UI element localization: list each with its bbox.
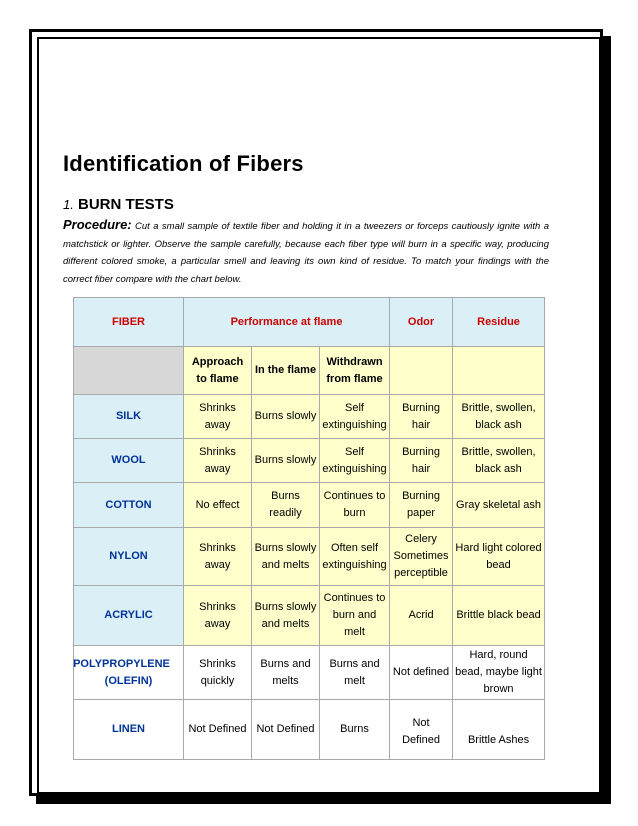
header-residue: Residue bbox=[453, 298, 545, 347]
section-heading bbox=[63, 196, 174, 213]
row-approach: Shrinks quickly bbox=[184, 646, 252, 700]
row-fiber-name: ACRYLIC bbox=[74, 586, 184, 646]
section-number: 1. bbox=[63, 197, 74, 212]
subheader-residue-blank bbox=[453, 347, 545, 395]
row-approach: Shrinks away bbox=[184, 586, 252, 646]
header-fiber: FIBER bbox=[74, 298, 184, 347]
row-residue: Brittle black bead bbox=[453, 586, 545, 646]
row-withdrawn: Continues to burn and melt bbox=[320, 586, 390, 646]
procedure-lead: Procedure: bbox=[63, 217, 132, 232]
row-odor: Celery Sometimes perceptible bbox=[390, 528, 453, 586]
row-in-flame: Burns slowly bbox=[252, 439, 320, 483]
row-approach: Not Defined bbox=[184, 700, 252, 760]
header-odor: Odor bbox=[390, 298, 453, 347]
table-row bbox=[74, 483, 545, 528]
row-approach: No effect bbox=[184, 483, 252, 528]
subheader-odor-blank bbox=[390, 347, 453, 395]
row-withdrawn: Often self extinguishing bbox=[320, 528, 390, 586]
row-odor: Burning hair bbox=[390, 395, 453, 439]
row-residue: Hard, round bead, maybe light brown bbox=[453, 646, 545, 700]
row-residue: Gray skeletal ash bbox=[453, 483, 545, 528]
table-row bbox=[74, 439, 545, 483]
row-fiber-name: LINEN bbox=[74, 700, 184, 760]
row-fiber-name: WOOL bbox=[74, 439, 184, 483]
procedure-paragraph bbox=[63, 216, 549, 288]
row-odor: Burning hair bbox=[390, 439, 453, 483]
row-residue: Hard light colored bead bbox=[453, 528, 545, 586]
document-title: Identification of Fibers bbox=[63, 151, 304, 176]
row-odor: Not defined bbox=[390, 646, 453, 700]
row-in-flame: Burns slowly and melts bbox=[252, 528, 320, 586]
row-fiber-name: COTTON bbox=[74, 483, 184, 528]
row-withdrawn: Burns and melt bbox=[320, 646, 390, 700]
row-in-flame: Burns readily bbox=[252, 483, 320, 528]
subheader-blank bbox=[74, 347, 184, 395]
table-header-row bbox=[74, 298, 545, 347]
procedure-text: Cut a small sample of textile fiber and holding it in a tweezers or forceps cautiously ignite with a matchstick or lighter. Observe the sample carefully, because each fiber type will burn in a specific way, producing different colored smoke, a particular smell and leaving its own kind of residue. To match your findings with the correct fiber compare with the chart below. bbox=[63, 221, 549, 285]
table-row bbox=[74, 700, 545, 760]
row-withdrawn: Self extinguishing bbox=[320, 439, 390, 483]
subheader-in-flame: In the flame bbox=[252, 347, 320, 395]
row-residue: Brittle Ashes bbox=[453, 700, 545, 760]
table-row bbox=[74, 586, 545, 646]
table-row bbox=[74, 646, 545, 700]
page-shadow-bottom bbox=[36, 796, 611, 804]
row-approach: Shrinks away bbox=[184, 395, 252, 439]
fiber-name-line-2: (OLEFIN) bbox=[104, 674, 153, 687]
header-performance: Performance at flame bbox=[184, 298, 390, 347]
subheader-withdrawn: Withdrawn from flame bbox=[320, 347, 390, 395]
row-residue: Brittle, swollen, black ash bbox=[453, 395, 545, 439]
row-in-flame: Burns and melts bbox=[252, 646, 320, 700]
row-withdrawn: Burns bbox=[320, 700, 390, 760]
row-in-flame: Burns slowly bbox=[252, 395, 320, 439]
row-in-flame: Not Defined bbox=[252, 700, 320, 760]
section-title: BURN TESTS bbox=[78, 196, 174, 213]
table-row bbox=[74, 528, 545, 586]
row-approach: Shrinks away bbox=[184, 439, 252, 483]
row-odor: Acrid bbox=[390, 586, 453, 646]
row-fiber-name: NYLON bbox=[74, 528, 184, 586]
page-shadow-right bbox=[603, 36, 611, 804]
row-withdrawn: Continues to burn bbox=[320, 483, 390, 528]
row-approach: Shrinks away bbox=[184, 528, 252, 586]
row-odor: Burning paper bbox=[390, 483, 453, 528]
row-in-flame: Burns slowly and melts bbox=[252, 586, 320, 646]
row-odor: Not Defined bbox=[390, 700, 453, 760]
table-row bbox=[74, 395, 545, 439]
subheader-approach: Approach to flame bbox=[184, 347, 252, 395]
table-subheader-row bbox=[74, 347, 545, 395]
row-residue: Brittle, swollen, black ash bbox=[453, 439, 545, 483]
fiber-burn-table bbox=[73, 297, 545, 760]
row-withdrawn: Self extinguishing bbox=[320, 395, 390, 439]
row-fiber-name bbox=[74, 646, 184, 700]
row-fiber-name: SILK bbox=[74, 395, 184, 439]
fiber-name-line-1: POLYPROPYLENE bbox=[73, 657, 170, 670]
